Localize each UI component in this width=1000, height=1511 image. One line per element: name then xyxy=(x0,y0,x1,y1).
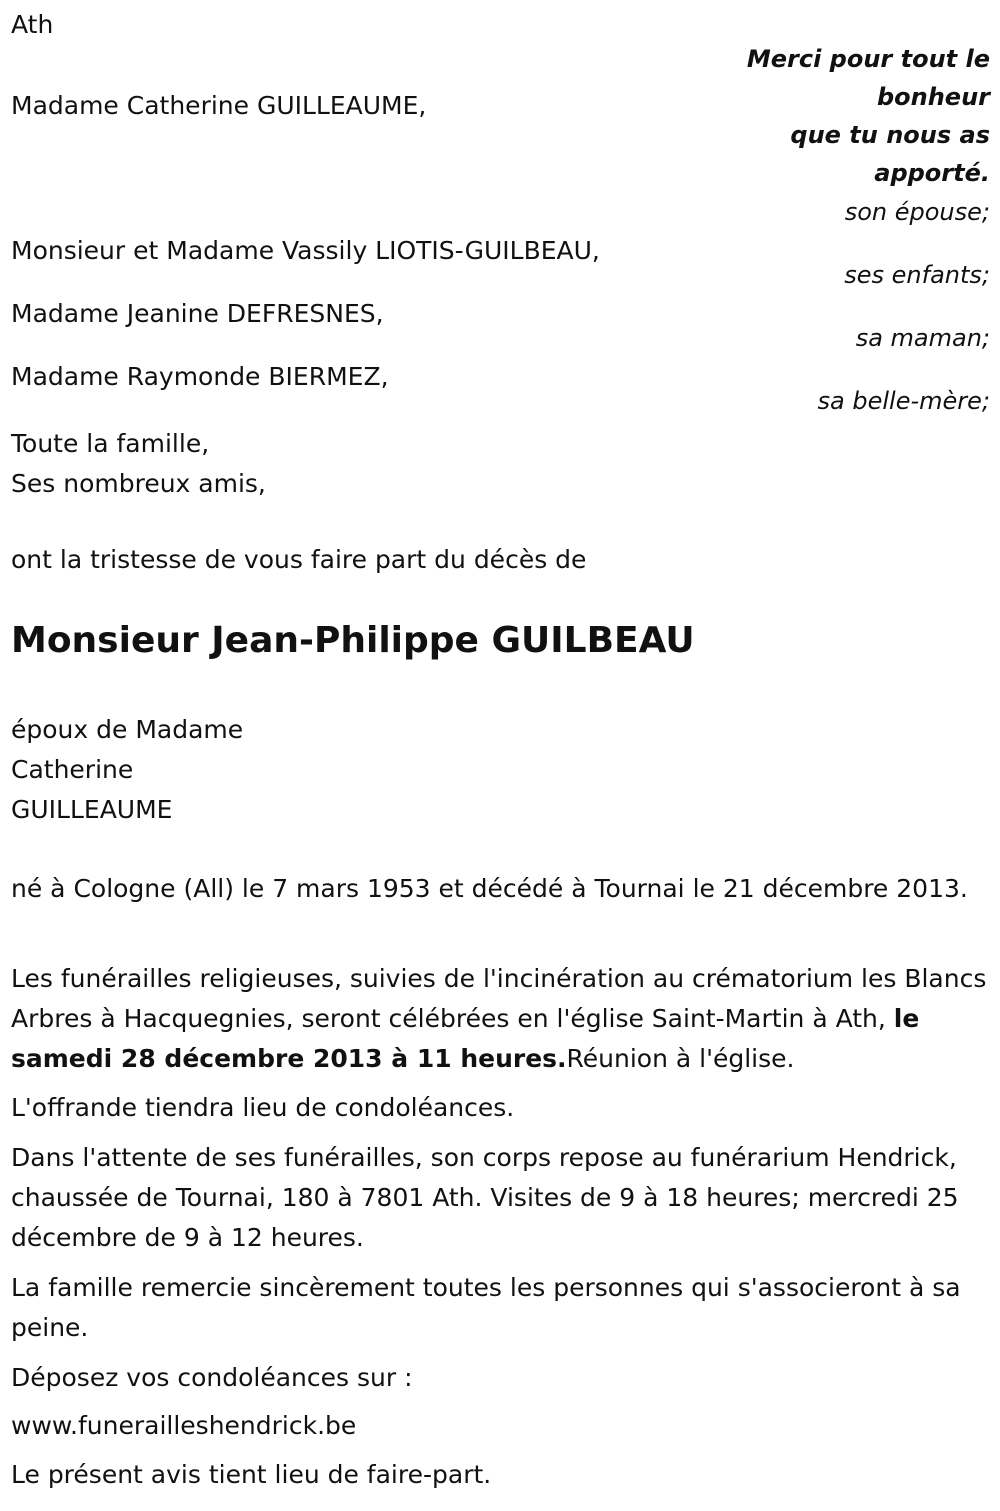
spouse-line: Catherine xyxy=(11,755,134,784)
funeral-meeting: Réunion à l'église. xyxy=(566,1044,795,1073)
birth-death-paragraph: né à Cologne (All) le 7 mars 1953 et décédé à Tournai le 21 décembre 2013. xyxy=(11,874,968,903)
spouse-block xyxy=(11,710,243,830)
family-member-name: Madame Jeanine DEFRESNES, xyxy=(11,299,384,328)
announcement-text: ont la tristesse de vous faire part du décès de xyxy=(11,545,587,574)
quote-line: que tu nous as xyxy=(790,121,990,149)
deceased-name: Monsieur Jean-Philippe GUILBEAU xyxy=(11,620,695,661)
city-label: Ath xyxy=(11,10,54,39)
quote xyxy=(747,40,990,192)
family-member-relation: son épouse; xyxy=(844,198,990,226)
funeral-text: Les funérailles religieuses, suivies de l'incinération au crématorium les Blancs Arbres à Hacquegnies, seront célébrées en l'église Saint-Martin à Ath, xyxy=(11,964,987,1033)
family-member-name: Madame Catherine GUILLEAUME, xyxy=(11,91,427,120)
others-line: Toute la famille, xyxy=(11,429,210,458)
funeral-date: le samedi 28 décembre 2013 à 11 heures. xyxy=(11,1004,920,1073)
family-member-relation: sa maman; xyxy=(855,324,990,352)
notice-text: Le présent avis tient lieu de faire-part. xyxy=(11,1460,492,1489)
condolences-label: Déposez vos condoléances sur : xyxy=(11,1363,413,1392)
family-member-name: Monsieur et Madame Vassily LIOTIS-GUILBEAU, xyxy=(11,236,600,265)
spouse-line: GUILLEAUME xyxy=(11,795,173,824)
viewing-paragraph: Dans l'attente de ses funérailles, son corps repose au funérarium Hendrick, chaussée de Tournai, 180 à 7801 Ath. Visites de 9 à 18 heures; mercredi 25 décembre de 9 à 12 heures. xyxy=(11,1143,959,1252)
others-line: Ses nombreux amis, xyxy=(11,469,266,498)
spouse-line: époux de Madame xyxy=(11,715,244,744)
family-member-name: Madame Raymonde BIERMEZ, xyxy=(11,362,389,391)
funeral-paragraph xyxy=(11,959,991,1079)
website-link[interactable]: www.funerailleshendrick.be xyxy=(11,1411,357,1440)
family-member-relation: ses enfants; xyxy=(844,261,990,289)
offering-paragraph: L'offrande tiendra lieu de condoléances. xyxy=(11,1093,515,1122)
quote-line: Merci pour tout le xyxy=(746,45,990,73)
thanks-paragraph: La famille remercie sincèrement toutes les personnes qui s'associeront à sa peine. xyxy=(11,1273,961,1342)
family-member-relation: sa belle-mère; xyxy=(817,387,990,415)
quote-line: bonheur xyxy=(876,83,990,111)
quote-line: apporté. xyxy=(874,159,990,187)
others-list xyxy=(11,424,266,504)
